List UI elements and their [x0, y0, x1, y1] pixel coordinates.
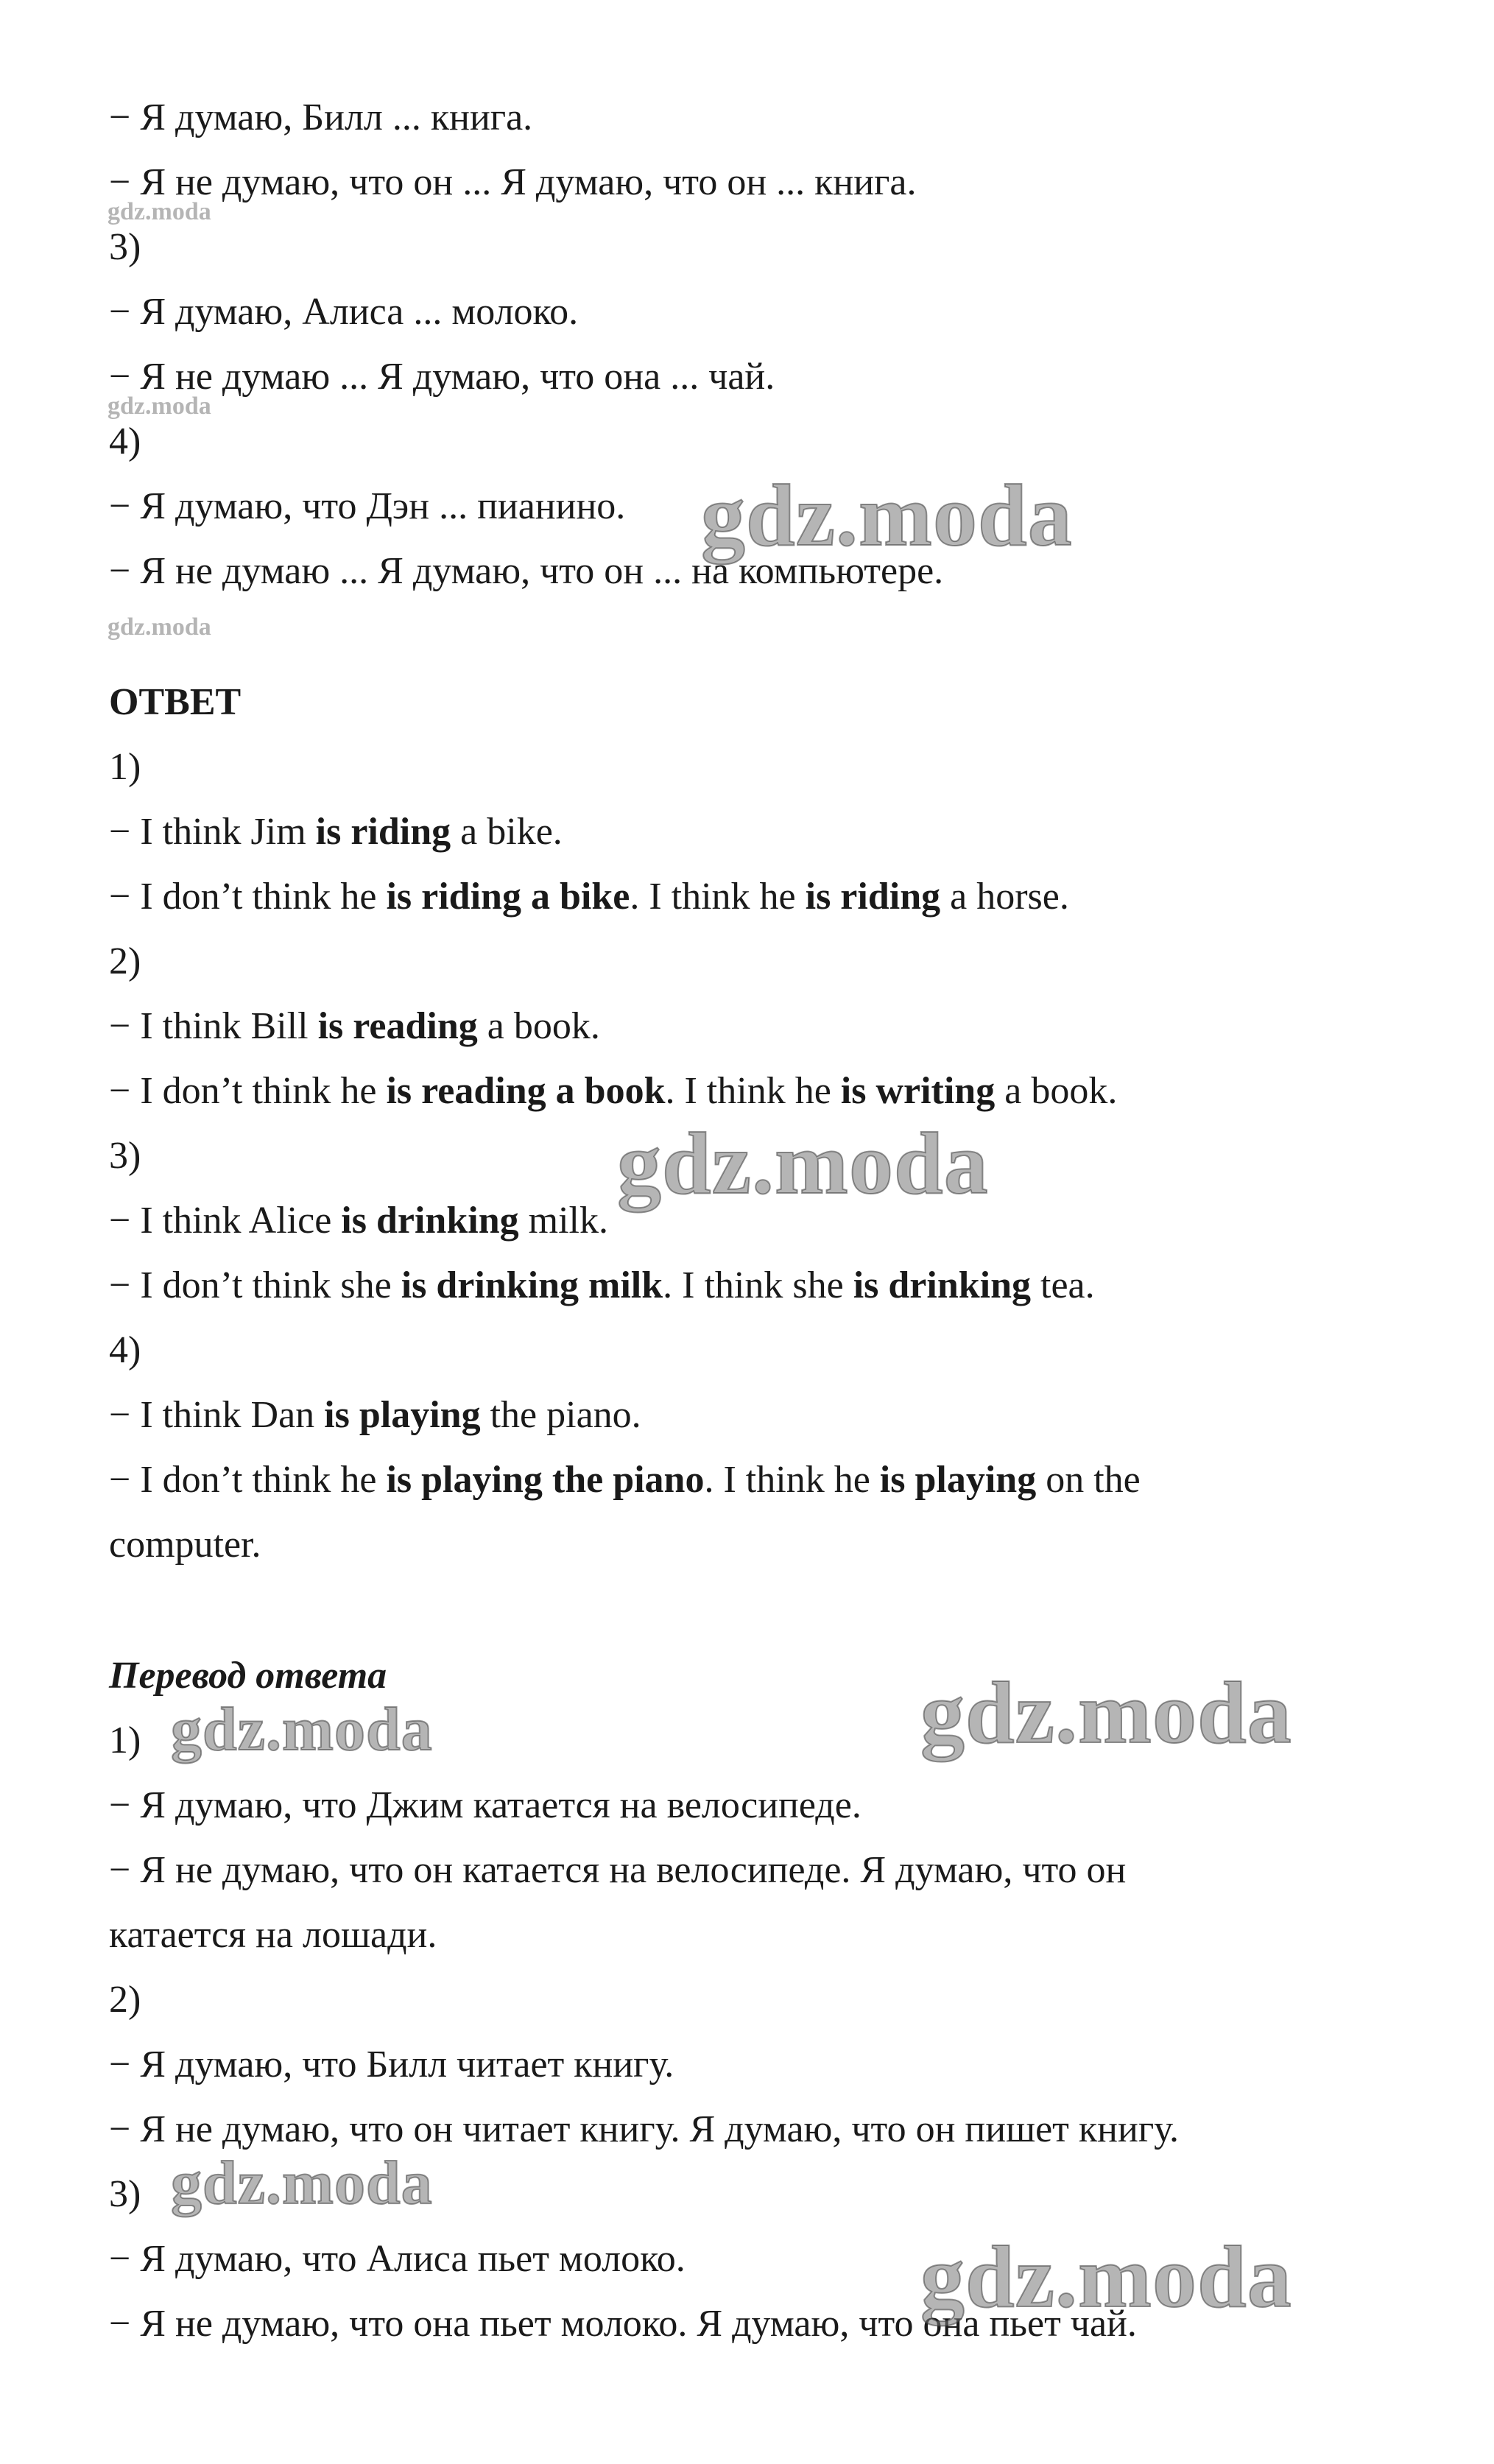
watermark-large: gdz.moda	[617, 1114, 989, 1212]
watermark-large: gdz.moda	[920, 1664, 1292, 1761]
answer-number: 1)	[109, 746, 141, 788]
watermark-small: gdz.moda	[108, 613, 211, 641]
translation-line: − Я думаю, что Алиса пьет молоко.	[109, 2238, 686, 2280]
translation-line: − Я не думаю, что он катается на велосипеде. Я думаю, что он	[109, 1849, 1127, 1891]
watermark-small: gdz.moda	[108, 393, 211, 420]
answer-line: − I don’t think he is riding a bike. I think he is riding a horse.	[109, 876, 1069, 918]
answer-number: 2)	[109, 940, 141, 982]
answer-line: − I think Dan is playing the piano.	[109, 1394, 641, 1436]
answer-line: − I think Jim is riding a bike.	[109, 811, 563, 853]
answer-number: 3)	[109, 1135, 141, 1177]
watermark-small: gdz.moda	[108, 198, 211, 225]
task-number: 4)	[109, 420, 141, 462]
answer-line: − I think Alice is drinking milk.	[109, 1200, 608, 1242]
watermark-large: gdz.moda	[701, 466, 1073, 564]
task-line: − Я не думаю ... Я думаю, что она ... чай.	[109, 356, 775, 398]
translation-number: 1)	[109, 1719, 141, 1761]
watermark-large: gdz.moda	[920, 2228, 1292, 2326]
answer-heading: ОТВЕТ	[109, 681, 242, 723]
task-line: − Я думаю, Алиса ... молоко.	[109, 291, 579, 333]
translation-line: − Я не думаю, что он читает книгу. Я думаю, что он пишет книгу.	[109, 2108, 1179, 2150]
answer-line: − I don’t think he is playing the piano. I think he is playing on the	[109, 1459, 1141, 1501]
translation-line-continuation: катается на лошади.	[109, 1914, 437, 1956]
answer-line: − I don’t think he is reading a book. I think he is writing a book.	[109, 1070, 1118, 1112]
task-line: − Я думаю, что Дэн ... пианино.	[109, 485, 626, 527]
task-number: 3)	[109, 226, 141, 268]
task-line: − Я не думаю ... Я думаю, что он ... на компьютере.	[109, 550, 944, 592]
translation-number: 2)	[109, 1979, 141, 2021]
translation-heading: Перевод ответа	[109, 1655, 387, 1697]
task-line: − Я не думаю, что он ... Я думаю, что он ... книга.	[109, 161, 917, 203]
answer-line: − I don’t think she is drinking milk. I think she is drinking tea.	[109, 1264, 1095, 1306]
translation-line: − Я думаю, что Джим катается на велосипеде.	[109, 1784, 861, 1826]
translation-line: − Я думаю, что Билл читает книгу.	[109, 2044, 674, 2085]
watermark-medium: gdz.moda	[171, 1695, 433, 1764]
translation-line: − Я не думаю, что она пьет молоко. Я думаю, что она пьет чай.	[109, 2303, 1137, 2345]
answer-line-continuation: computer.	[109, 1524, 261, 1566]
task-line: − Я думаю, Билл ... книга.	[109, 96, 533, 138]
translation-number: 3)	[109, 2173, 141, 2215]
answer-number: 4)	[109, 1329, 141, 1371]
watermark-medium: gdz.moda	[171, 2149, 433, 2217]
answer-line: − I think Bill is reading a book.	[109, 1005, 600, 1047]
